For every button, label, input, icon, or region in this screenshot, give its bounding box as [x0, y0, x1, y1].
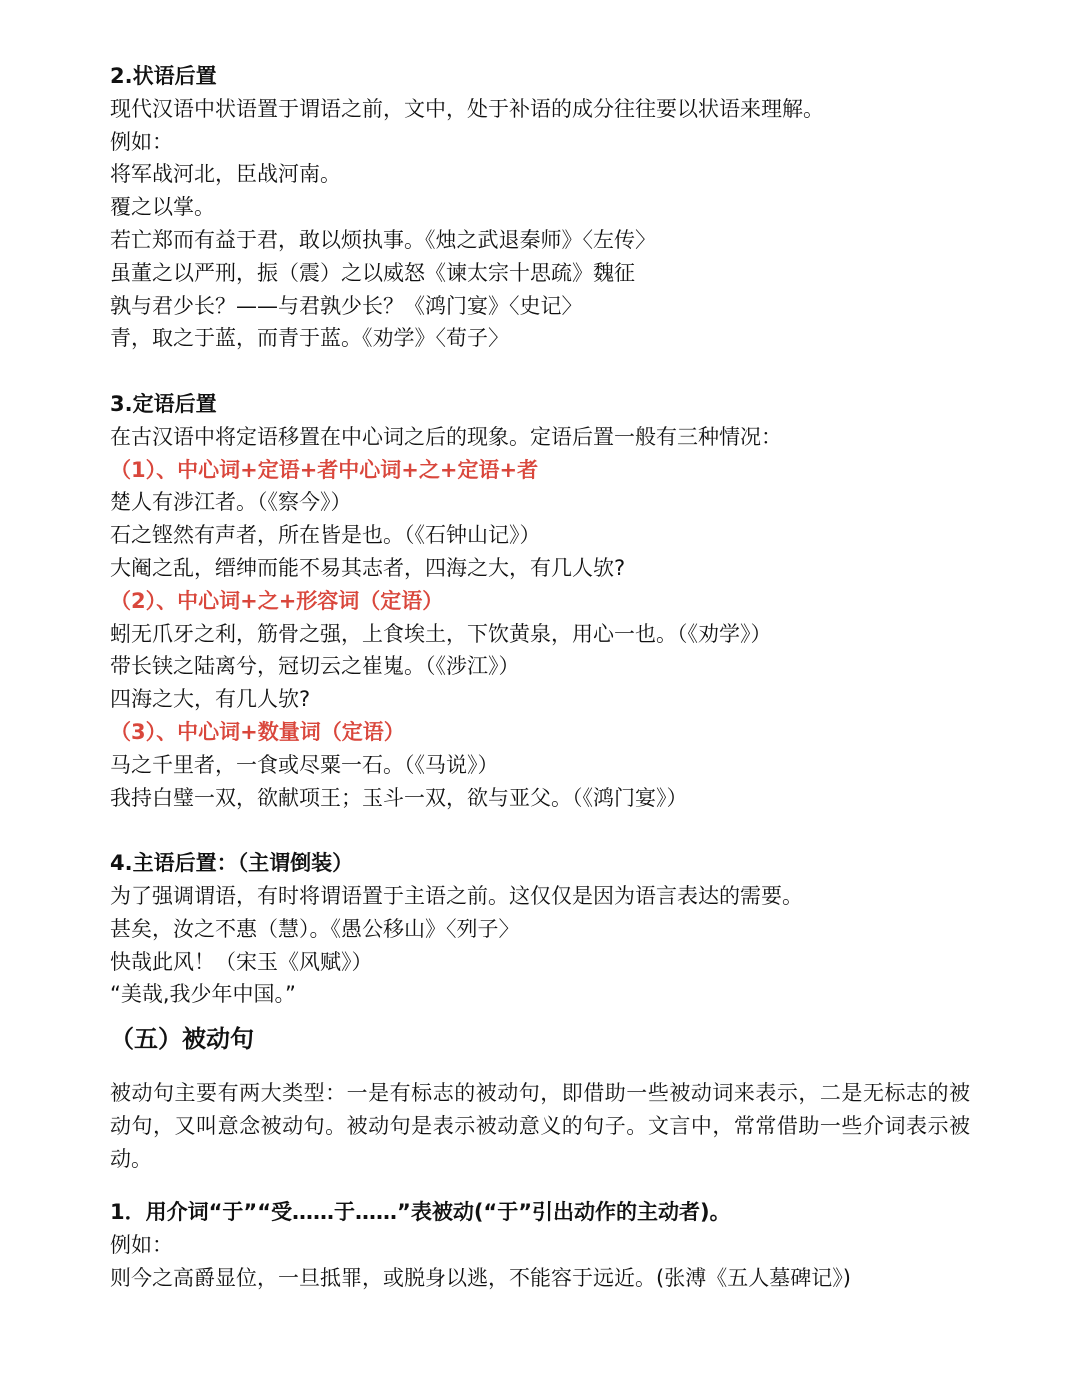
- chapter-title-passive-sentences: （五）被动句: [110, 1025, 254, 1054]
- example-line: 石之铿然有声者，所在皆是也。（《石钟山记》）: [110, 523, 541, 548]
- spacer: [110, 814, 990, 847]
- example-line: 将军战河北，臣战河南。: [110, 162, 341, 187]
- example-line: 青，取之于蓝，而青于蓝。《劝学》〈荀子〉: [110, 326, 509, 351]
- example-line: 带长铗之陆离兮，冠切云之崔嵬。（《涉江》）: [110, 654, 520, 679]
- section-heading-subject-postposition: 4.主语后置：（主谓倒装）: [110, 851, 354, 876]
- text-line: 现代汉语中状语置于谓语之前，文中，处于补语的成分往往要以状语来理解。: [110, 96, 824, 121]
- example-line: 我持白璧一双，欲献项王；玉斗一双，欲与亚父。（《鸿门宴》）: [110, 785, 688, 810]
- example-line: 则今之高爵显位，一旦抵罪，或脱身以逃，不能容于远近。(张溥《五人墓碑记》): [110, 1265, 851, 1290]
- example-line: 大阉之乱，缙绅而能不易其志者，四海之大，有几人欤?: [110, 555, 626, 580]
- subheading-case-3: （3）、中心词+数量词（定语）: [110, 719, 405, 744]
- example-line: 若亡郑而有益于君，敢以烦执事。《烛之武退秦师》〈左传〉: [110, 227, 656, 252]
- section-heading-attributive-postposition: 3.定语后置: [110, 391, 217, 416]
- section-heading-passive-yu: 1．用介词“于”“受……于……”表被动(“于”引出动作的主动者)。: [110, 1200, 731, 1225]
- spacer: [110, 355, 990, 388]
- subheading-case-1: （1）、中心词+定语+者中心词+之+定语+者: [110, 457, 539, 482]
- example-line: 虽董之以严刑，振（震）之以威怒《谏太宗十思疏》魏征: [110, 260, 635, 285]
- section-heading-adverbial-postposition: 2.状语后置: [110, 64, 217, 88]
- example-line: 甚矣，汝之不惠（慧）。《愚公移山》〈列子〉: [110, 916, 520, 941]
- text-line: 在古汉语中将定语移置在中心词之后的现象。定语后置一般有三种情况：: [110, 424, 782, 449]
- example-line: 四海之大，有几人欤?: [110, 687, 311, 712]
- chapter-paragraph: 被动句主要有两大类型：一是有标志的被动句，即借助一些被动词来表示，二是无标志的被动句，又叫意念被动句。被动句是表示被动意义的句子。文言中，常常借助一些介词表示被动。: [110, 1081, 970, 1172]
- example-line: 马之千里者，一食或尽粟一石。（《马说》）: [110, 752, 499, 777]
- example-line: 蚓无爪牙之利，筋骨之强，上食埃土，下饮黄泉，用心一也。（《劝学》）: [110, 621, 772, 646]
- text-line: 为了强调谓语，有时将谓语置于主语之前。这仅仅是因为语言表达的需要。: [110, 883, 803, 908]
- example-line: 快哉此风！（宋玉《风赋》）: [110, 949, 373, 974]
- document-page: [110, 60, 990, 1295]
- example-line: 覆之以掌。: [110, 195, 215, 220]
- text-line: 例如：: [110, 1232, 173, 1257]
- text-line: 例如：: [110, 129, 173, 154]
- example-line: “美哉,我少年中国。”: [110, 982, 296, 1007]
- example-line: 楚人有涉江者。（《察今》）: [110, 490, 352, 515]
- subheading-case-2: （2）、中心词+之+形容词（定语）: [110, 588, 444, 613]
- example-line: 孰与君少长？——与君孰少长？《鸿门宴》〈史记〉: [110, 293, 583, 318]
